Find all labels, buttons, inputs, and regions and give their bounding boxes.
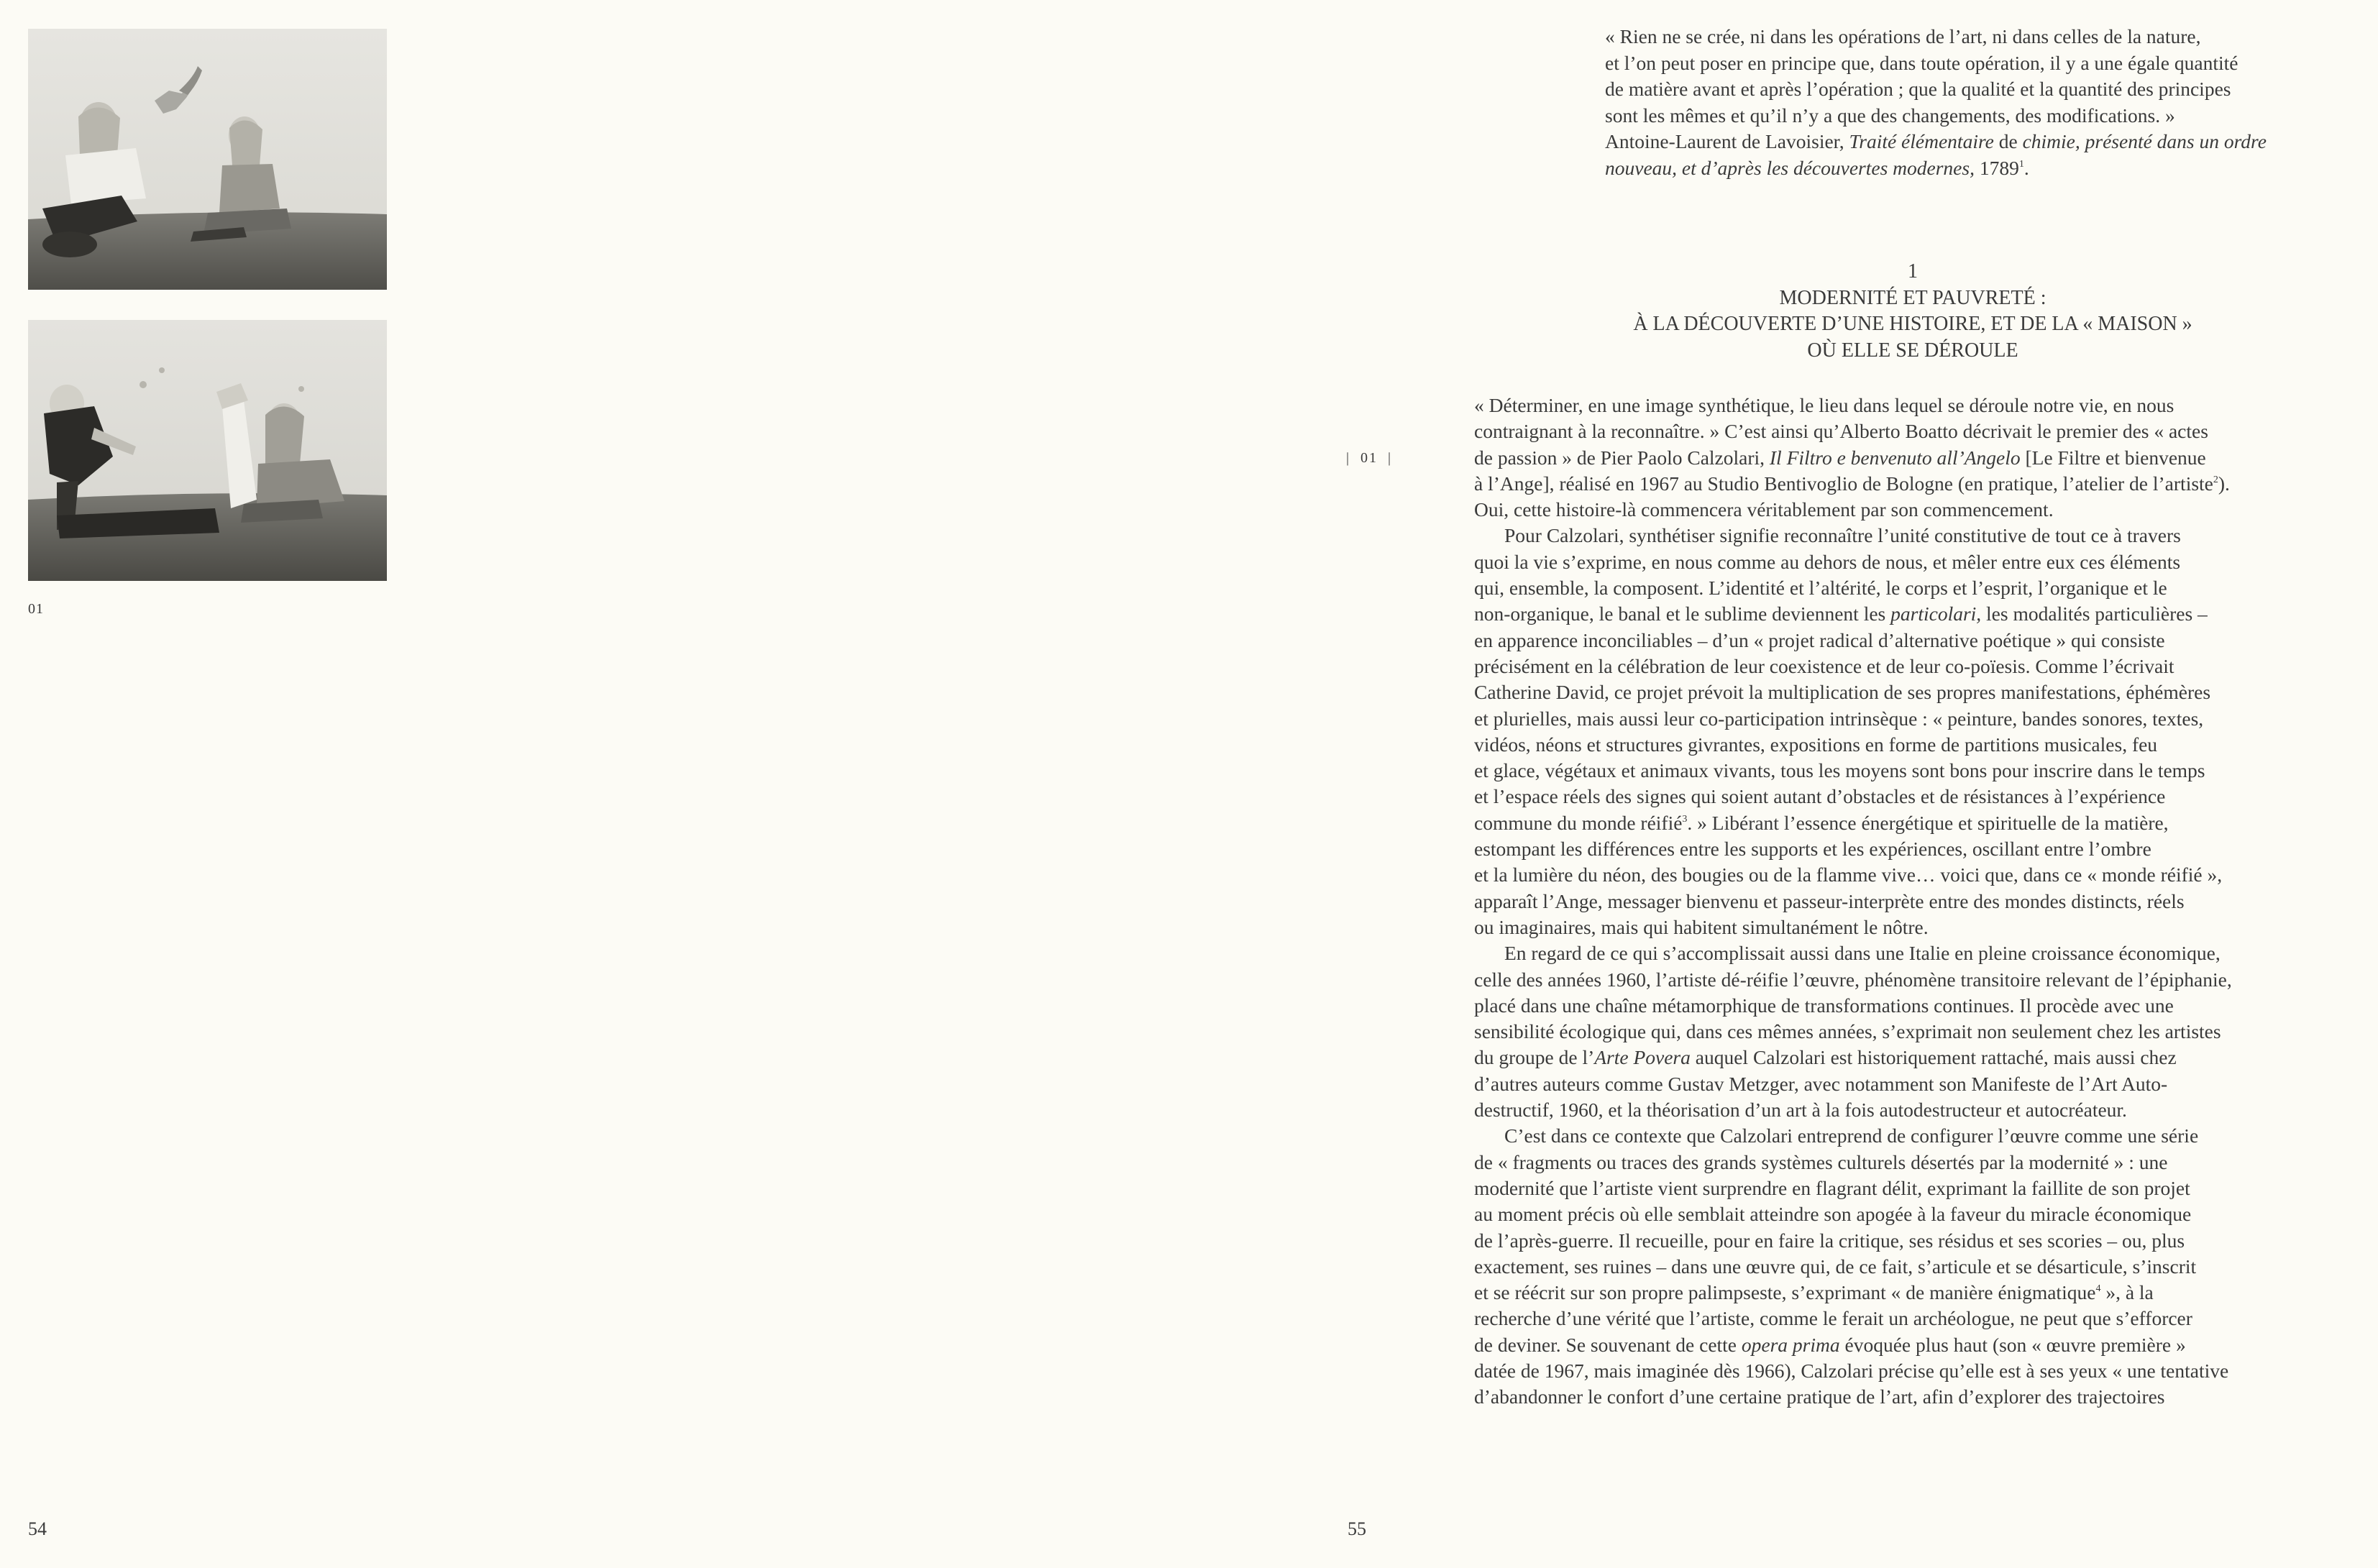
text-line: et l’espace réels des signes qui soient autant d’obstacles et de résistances à l’expérience (1474, 785, 2166, 808)
text-line: à l’Ange], réalisé en 1967 au Studio Bentivoglio de Bologne (en pratique, l’atelier de l’artiste$^2$). (1474, 472, 2230, 495)
text-line: au moment précis où elle semblait atteindre son apogée à la faveur du miracle économique (1474, 1203, 2192, 1226)
text-line: vidéos, néons et structures givrantes, expositions en forme de partitions musicales, feu (1474, 733, 2158, 756)
text-line: Antoine-Laurent de Lavoisier, Traité élémentaire de chimie, présenté dans un ordre (1605, 130, 2267, 153)
page-number-left: 54 (28, 1518, 47, 1539)
text-line: recherche d’une vérité que l’artiste, comme le ferait un archéologue, ne peut que s’efforcer (1474, 1307, 2192, 1330)
text-line: et se réécrit sur son propre palimpseste, s’exprimant « de manière énigmatique$^4$ », à la (1474, 1281, 2154, 1304)
text-line: de « fragments ou traces des grands systèmes culturels désertés par la modernité » : une (1474, 1150, 2168, 1173)
text-line: exactement, ses ruines – dans une œuvre qui, de ce fait, s’articule et se désarticule, s’inscrit (1474, 1255, 2197, 1278)
text-line: destructif, 1960, et la théorisation d’un art à la fois autodestructeur et autocréateur. (1474, 1099, 2127, 1122)
text-line: estompant les différences entre les supports et les expériences, oscillant entre l’ombre (1474, 838, 2151, 861)
text-line: « Rien ne se crée, ni dans les opérations de l’art, ni dans celles de la nature, (1605, 25, 2201, 47)
text-line: d’autres auteurs comme Gustav Metzger, avec notamment son Manifeste de l’Art Auto- (1474, 1072, 2168, 1095)
text-line: nouveau, et d’après les découvertes modernes, 1789$^1$. (1605, 156, 2029, 179)
text-line: « Déterminer, en une image synthétique, le lieu dans lequel se déroule notre vie, en nous (1474, 394, 2175, 416)
text-line: ou imaginaires, mais qui habitent simultanément le nôtre. (1474, 915, 1929, 938)
text-line: et glace, végétaux et animaux vivants, tous les moyens sont bons pour inscrire dans le temps (1474, 759, 2205, 782)
text-line: sensibilité écologique qui, dans ces mêmes années, s’exprimait non seulement chez les artistes (1474, 1020, 2221, 1043)
epigraph-quote (1605, 24, 2360, 182)
chapter-title-line: MODERNITÉ ET PAUVRETÉ : (1779, 286, 2047, 309)
text-line: de matière avant et après l’opération ; que la qualité et la quantité des principes (1605, 78, 2231, 101)
text-line: contraignant à la reconnaître. » C’est ainsi qu’Alberto Boatto décrivait le premier des « actes (1474, 420, 2208, 443)
chapter-title-line: À LA DÉCOUVERTE D’UNE HISTOIRE, ET DE LA « MAISON » (1633, 313, 2192, 335)
paragraph (1474, 1123, 2366, 1410)
photo-performance-1 (28, 29, 387, 290)
paragraph (1474, 393, 2366, 523)
figure-reference-marker: | 01 | (1346, 450, 1393, 466)
chapter-number: 1 (1908, 260, 1918, 283)
paragraph (1474, 523, 2366, 940)
paragraph (1474, 940, 2366, 1123)
text-line: de deviner. Se souvenant de cette opera prima évoquée plus haut (son « œuvre première » (1474, 1333, 2186, 1356)
text-line: apparaît l’Ange, messager bienvenu et passeur-interprète entre des mondes distincts, réels (1474, 889, 2185, 912)
text-line: en apparence inconciliables – d’un « projet radical d’alternative poétique » qui consiste (1474, 628, 2165, 651)
text-line: et la lumière du néon, des bougies ou de la flamme vive… voici que, dans ce « monde réifié », (1474, 863, 2223, 886)
text-line: datée de 1967, mais imaginée dès 1966), Calzolari précise qu’elle est à ses yeux « une tentative (1474, 1359, 2229, 1382)
text-line: modernité que l’artiste vient surprendre en flagrant délit, exprimant la faillite de son projet (1474, 1176, 2190, 1199)
text-line: placé dans une chaîne métamorphique de transformations continues. Il procède avec une (1474, 994, 2174, 1017)
text-line: du groupe de l’Arte Povera auquel Calzolari est historiquement rattaché, mais aussi chez (1474, 1046, 2177, 1069)
text-line: Pour Calzolari, synthétiser signifie reconnaître l’unité constitutive de tout ce à travers (1504, 524, 2181, 547)
text-line: précisément en la célébration de leur coexistence et de leur co-poïesis. Comme l’écrivait (1474, 654, 2175, 677)
text-line: et l’on peut poser en principe que, dans toute opération, il y a une égale quantité (1605, 51, 2238, 74)
text-line: quoi la vie s’exprime, en nous comme au dehors de nous, et mêler entre eux ces éléments (1474, 550, 2181, 573)
text-line: Catherine David, ce projet prévoit la multiplication de ses propres manifestations, éphémères (1474, 681, 2211, 704)
photo-performance-2 (28, 320, 387, 581)
photo-caption-number: 01 (28, 601, 44, 617)
chapter-title-line: OÙ ELLE SE DÉROULE (1807, 339, 2018, 362)
text-line: commune du monde réifié$^3$. » Libérant l’essence énergétique et spirituelle de la matière, (1474, 811, 2169, 834)
text-line: et plurielles, mais aussi leur co-participation intrinsèque : « peinture, bandes sonores, textes, (1474, 707, 2204, 730)
text-line: sont les mêmes et qu’il n’y a que des changements, des modifications. » (1605, 104, 2175, 127)
text-line: d’abandonner le confort d’une certaine pratique de l’art, afin d’explorer des trajectoires (1474, 1385, 2165, 1408)
text-line: de l’après-guerre. Il recueille, pour en faire la critique, ses résidus et ses scories – ou, plus (1474, 1229, 2185, 1252)
text-line: C’est dans ce contexte que Calzolari entreprend de configurer l’œuvre comme une série (1504, 1124, 2199, 1147)
text-line: qui, ensemble, la composent. L’identité et l’altérité, le corps et l’esprit, l’organique et le (1474, 577, 2167, 600)
body-text (1474, 393, 2366, 1411)
text-line: En regard de ce qui s’accomplissait aussi dans une Italie en pleine croissance économique, (1504, 942, 2221, 965)
text-line: Oui, cette histoire-là commencera véritablement par son commencement. (1474, 498, 2054, 521)
text-line: non-organique, le banal et le sublime deviennent les particolari, les modalités particulières – (1474, 602, 2208, 625)
text-line: celle des années 1960, l’artiste dé-réifie l’œuvre, phénomène transitoire relevant de l’épiphanie, (1474, 968, 2232, 991)
chapter-heading (1474, 259, 2351, 364)
text-line: de passion » de Pier Paolo Calzolari, Il Filtro e benvenuto all’Angelo [Le Filtre et bienvenue (1474, 446, 2206, 469)
page-number-right: 55 (1348, 1518, 1366, 1539)
